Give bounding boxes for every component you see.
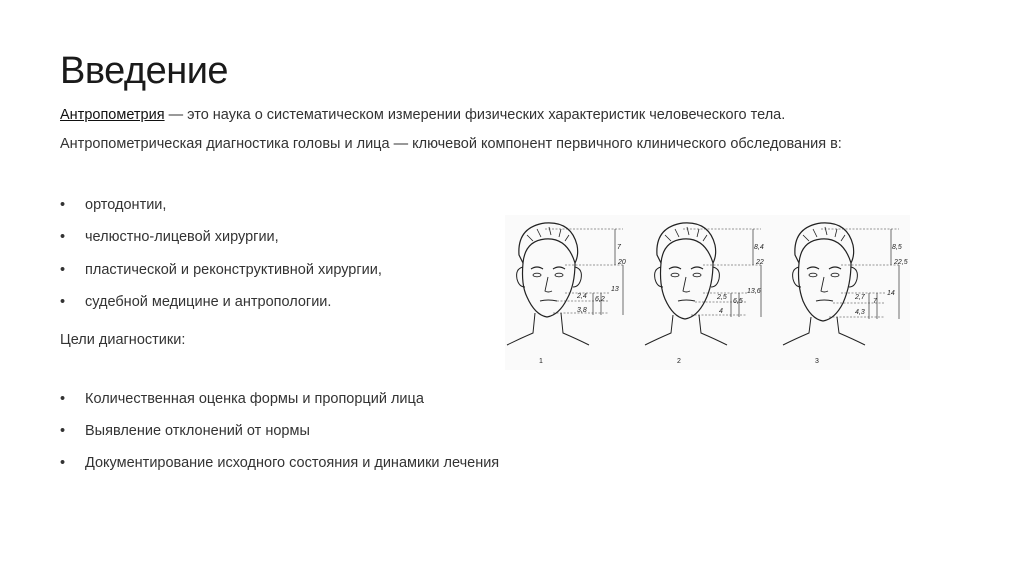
face-drawing-3 xyxy=(783,223,908,365)
face-2-label-a: 8,4 xyxy=(754,244,764,251)
face-1-label-f: 3,8 xyxy=(577,307,587,314)
intro-definition: — это наука о систематическом измерении физических характеристик человеческого тела. xyxy=(164,107,786,123)
face-1-number: 1 xyxy=(539,358,543,365)
face-measurement-figure xyxy=(505,215,910,370)
list-item-text: судебной медицине и антропологии. xyxy=(85,293,332,310)
face-1-label-e: 6,2 xyxy=(595,296,605,303)
face-2-number: 2 xyxy=(677,358,681,365)
intro-paragraph xyxy=(60,106,960,124)
face-3-label-e: 7 xyxy=(873,298,877,305)
face-3-label-c: 14 xyxy=(887,290,895,297)
bullet-icon: • xyxy=(60,293,66,310)
list-item-text: ортодонтии, xyxy=(85,197,167,214)
face-1-label-a: 7 xyxy=(617,244,621,251)
list-item xyxy=(60,454,960,472)
list-item-text: пластической и реконструктивной хирургии, xyxy=(85,261,382,278)
intro-term: Антропометрия xyxy=(60,107,165,123)
face-1-label-d: 2,4 xyxy=(577,293,587,300)
face-3-label-d: 2,7 xyxy=(855,294,865,301)
face-1-label-c: 13 xyxy=(611,286,619,293)
face-3-number: 3 xyxy=(815,358,819,365)
list-item-text: Выявление отклонений от нормы xyxy=(85,423,310,439)
list-item xyxy=(60,196,960,214)
slide-title: Введение xyxy=(60,50,229,92)
face-2-label-f: 4 xyxy=(719,308,723,315)
context-paragraph: Антропометрическая диагностика головы и лица — ключевой компонент первичного клинического обследования в: xyxy=(60,136,842,153)
list-item-text: Документирование исходного состояния и динамики лечения xyxy=(85,455,500,472)
face-2-label-b: 22 xyxy=(756,259,764,266)
list-item xyxy=(60,422,960,440)
goals-heading: Цели диагностики: xyxy=(60,331,186,348)
face-2-label-e: 6,5 xyxy=(733,298,743,305)
bullet-icon: • xyxy=(60,390,66,407)
bullet-icon: • xyxy=(60,423,66,439)
face-drawing-2 xyxy=(645,223,764,365)
face-measurement-illustration xyxy=(505,215,910,370)
face-3-label-a: 8,5 xyxy=(892,244,902,251)
bullet-icon: • xyxy=(60,261,66,278)
list-item xyxy=(60,390,960,408)
bullet-icon: • xyxy=(60,229,66,246)
goals-list xyxy=(60,390,960,472)
bullet-icon: • xyxy=(60,197,66,214)
face-3-label-f: 4,3 xyxy=(855,309,865,316)
bullet-icon: • xyxy=(60,455,66,472)
face-3-label-b: 22,5 xyxy=(894,259,908,266)
face-drawing-1 xyxy=(507,223,626,365)
face-1-label-b: 20 xyxy=(618,259,626,266)
face-2-label-d: 2,5 xyxy=(717,294,727,301)
list-item-text: челюстно-лицевой хирургии, xyxy=(85,229,279,246)
face-2-label-c: 13,6 xyxy=(747,288,761,295)
list-item-text: Количественная оценка формы и пропорций лица xyxy=(85,390,424,407)
